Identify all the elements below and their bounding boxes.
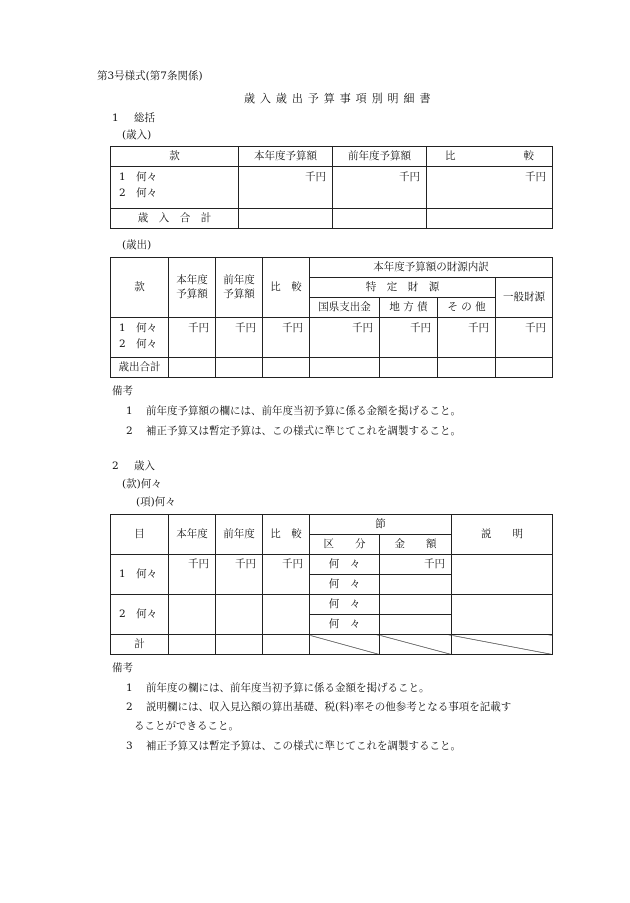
exp-total-cell [380,358,438,378]
diagonal-cell [380,635,452,655]
revenue-label: (歳入) [122,129,152,141]
exp-header-general: 一般財源 [496,278,553,318]
notes1-item [126,403,461,418]
unit-prior: 千円 [333,167,427,209]
notes1-item-text: 補正予算又は暫定予算は、この様式に準じてこれを調製すること。 [146,425,462,437]
exp-total-cell [169,358,216,378]
exp-total-cell [438,358,496,378]
exp-header-specific: 特 定 財 源 [310,278,496,298]
setsu-amount [380,615,452,635]
setsu-amount [380,595,452,615]
exp-total-cell [310,358,380,378]
exp-total-label: 歳出合計 [111,358,169,378]
revenue-total-prior [333,209,427,229]
exp-unit-prior: 千円 [216,318,263,358]
revenue-total-compare [427,209,553,229]
expenditure-label: (歳出) [122,239,152,251]
notes2-item-text: 補正予算又は暫定予算は、この様式に準じてこれを調製すること。 [146,740,462,752]
detail-header-kubun: 区 分 [310,535,380,555]
revenue-summary-table [110,146,553,229]
exp-total-cell [216,358,263,378]
detail-total-cell [263,635,310,655]
detail-unit-compare: 千円 [263,555,310,595]
setsu-amount [380,575,452,595]
revenue-detail-table [110,514,553,655]
detail-header-explain: 説 明 [452,515,553,555]
form-label: 第3号様式(第7条関係) [97,70,203,82]
detail-explain-cell [452,555,553,595]
notes2-item-num: 3 [126,740,133,752]
exp-item-2: 2 何々 [119,338,158,351]
detail-total-cell [169,635,216,655]
unit-current: 千円 [239,167,333,209]
detail-header-current: 本年度 [169,515,216,555]
exp-unit-general: 千円 [496,318,553,358]
exp-header-compare: 比 較 [263,258,310,318]
section1-heading-text: 総括 [134,112,156,124]
revenue-total-label: 歳 入 合 計 [111,209,239,229]
setsu-item: 何 々 [310,555,380,575]
exp-header-breakdown: 本年度予算額の財源内訳 [310,258,553,278]
exp-header-local-bond: 地 方 債 [380,298,438,318]
revenue-item-2: 2 何々 [119,187,158,200]
detail-explain-cell [452,595,553,635]
header-comparison [427,147,553,167]
detail-cell [169,595,216,635]
notes1-item-num: 2 [126,425,133,437]
header-comparison-kaku: 較 [523,150,534,162]
notes2-item-num: 1 [126,682,133,694]
exp-item-1: 1 何々 [119,322,158,334]
setsu-item: 何 々 [310,595,380,615]
detail-header-amount: 金 額 [380,535,452,555]
detail-total-label: 計 [111,635,169,655]
diagonal-cell [452,635,553,655]
detail-cell [216,595,263,635]
section2-heading-num: 2 [112,460,119,472]
detail-cell [263,595,310,635]
detail-unit-current: 千円 [169,555,216,595]
exp-unit-compare: 千円 [263,318,310,358]
page-title: 歳入歳出予算事項別明細書 [244,92,436,105]
detail-header-compare: 比 較 [263,515,310,555]
exp-total-cell [496,358,553,378]
exp-header-other: そ の 他 [438,298,496,318]
section2-heading [112,458,155,473]
exp-unit-current: 千円 [169,318,216,358]
unit-compare: 千円 [427,167,553,209]
detail-row1-label: 1 何々 [111,555,169,595]
notes2-title: 備考 [112,662,133,674]
detail-unit-prior: 千円 [216,555,263,595]
exp-header-prior: 前年度 予算額 [216,258,263,318]
notes2-item-num: 2 [126,701,133,713]
notes1-title: 備考 [112,385,133,397]
header-comparison-hi: 比 [445,150,456,162]
setsu-item: 何 々 [310,575,380,595]
notes2-item-continued: ることができること。 [134,720,239,732]
section2-kan: (款)何々 [122,478,162,490]
section1-heading [112,110,155,125]
revenue-items-cell [111,167,239,209]
section1-heading-num: 1 [112,112,119,124]
revenue-total-current [239,209,333,229]
detail-row2-label: 2 何々 [111,595,169,635]
exp-total-cell [263,358,310,378]
section2-heading-text: 歳入 [134,460,156,472]
header-kan: 款 [111,147,239,167]
notes1-item [126,423,461,438]
revenue-item-1: 1 何々 [119,171,158,183]
detail-header-setsu: 節 [310,515,452,535]
exp-header-kan: 款 [111,258,169,318]
exp-header-current: 本年度 予算額 [169,258,216,318]
expenditure-summary-table [110,257,553,378]
setsu-amount-unit: 千円 [380,555,452,575]
section2-kou: (項)何々 [136,496,176,508]
notes1-item-text: 前年度予算額の欄には、前年度当初予算に係る金額を掲げること。 [146,405,462,417]
exp-header-national: 国県支出金 [310,298,380,318]
notes2-item-text: 説明欄には、収入見込額の算出基礎、税(料)率その他参考となる事項を記載す [146,701,512,713]
notes2-item [126,699,511,714]
detail-header-prior: 前年度 [216,515,263,555]
exp-items-cell [111,318,169,358]
detail-header-moku: 目 [111,515,169,555]
notes1-item-num: 1 [126,405,133,417]
notes2-item [126,738,461,753]
detail-total-cell [216,635,263,655]
notes2-item [126,680,430,695]
exp-unit-other: 千円 [438,318,496,358]
header-current-budget: 本年度予算額 [239,147,333,167]
exp-unit-national: 千円 [310,318,380,358]
setsu-item: 何 々 [310,615,380,635]
header-prior-budget: 前年度予算額 [333,147,427,167]
notes2-item-text: 前年度の欄には、前年度当初予算に係る金額を掲げること。 [146,682,430,694]
exp-unit-local-bond: 千円 [380,318,438,358]
diagonal-cell [310,635,380,655]
